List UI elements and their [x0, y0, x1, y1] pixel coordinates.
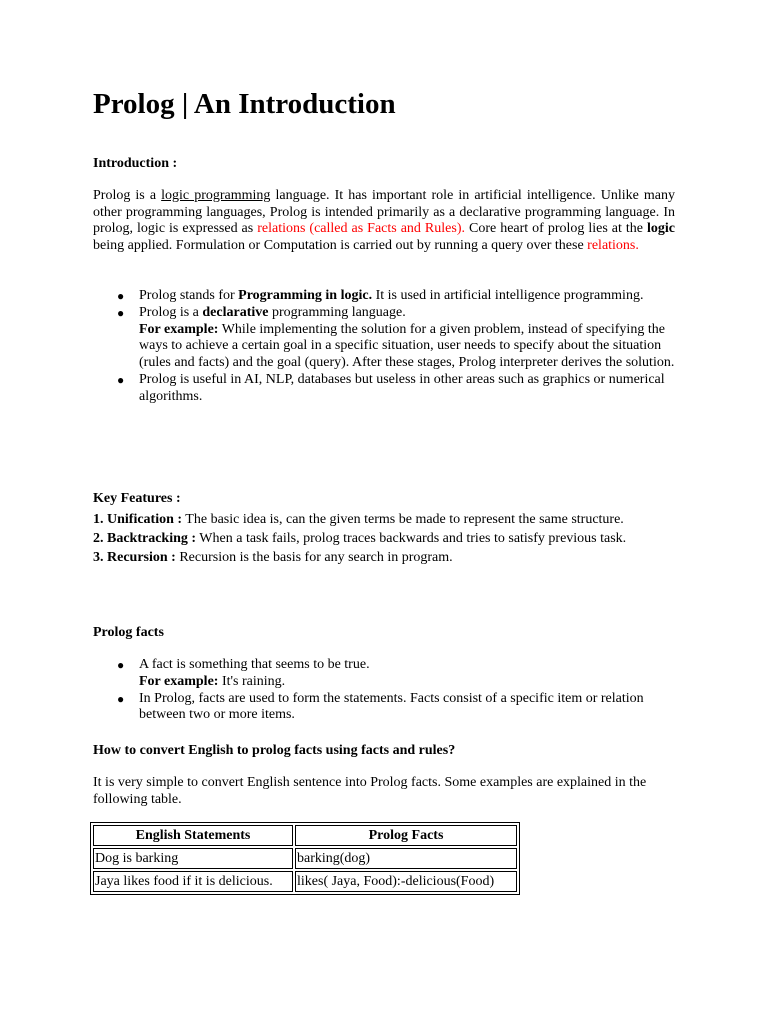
bullet-icon: ●	[117, 289, 125, 303]
relations-highlight-2: relations.	[587, 237, 639, 253]
column-header-english: English Statements	[93, 825, 293, 846]
list-item: ● Prolog is a declarative programming language. For example: While implementing the solution for a given problem, instead of specifying the ways to achieve a certain goal in a specific situation, user needs to specify about the situation (rules and facts) and the goal (query). After these stages, Prolog interpreter derives the solution.	[117, 304, 675, 371]
logic-programming-link[interactable]: logic programming	[161, 188, 271, 203]
list-item: ● Prolog is useful in AI, NLP, databases but useless in other areas such as graphics or numerical algorithms.	[117, 371, 665, 404]
conversion-table	[90, 822, 520, 895]
list-item: ● Prolog stands for Programming in logic. It is used in artificial intelligence programming.	[117, 288, 644, 303]
bullet-icon: ●	[117, 691, 125, 706]
facts-bullet-list	[93, 657, 675, 724]
table-header-row	[93, 825, 517, 846]
feature-unification: 1. Unification : The basic idea is, can the given terms be made to represent the same structure.	[93, 512, 624, 527]
page-title: Prolog | An Introduction	[93, 88, 396, 120]
list-item: ● In Prolog, facts are used to form the statements. Facts consist of a specific item or relation between two or more items.	[117, 690, 644, 723]
convert-heading: How to convert English to prolog facts using facts and rules?	[93, 743, 456, 758]
column-header-prolog: Prolog Facts	[295, 825, 517, 846]
table-cell: barking(dog)	[295, 848, 517, 869]
relations-highlight: relations (called as Facts and Rules).	[257, 221, 465, 237]
table-cell: likes( Jaya, Food):-delicious(Food)	[295, 871, 517, 892]
logic-bold: logic	[647, 221, 675, 237]
bullet-icon: ●	[117, 658, 125, 672]
convert-paragraph: It is very simple to convert English sentence into Prolog facts. Some examples are explained in the following table.	[93, 775, 647, 807]
prolog-facts-heading: Prolog facts	[93, 625, 164, 640]
feature-backtracking: 2. Backtracking : When a task fails, prolog traces backwards and tries to satisfy previous task.	[93, 531, 627, 546]
intro-text-2: language. It has important role in artificial intelligence. Unlike many other programming languages, Prolog is intended primarily as a declarative programming language. In prolog, logic is expressed as	[93, 188, 676, 237]
list-item: ● A fact is something that seems to be true. For example: It's raining.	[117, 657, 370, 689]
table-cell: Dog is barking	[93, 848, 293, 869]
key-features-heading: Key Features :	[93, 491, 181, 506]
table-cell: Jaya likes food if it is delicious.	[93, 871, 293, 892]
bullet-icon: ●	[117, 305, 125, 320]
table-row	[93, 871, 517, 892]
table-row	[93, 848, 517, 869]
intro-heading: Introduction :	[93, 156, 178, 171]
feature-recursion: 3. Recursion : Recursion is the basis for any search in program.	[93, 550, 453, 565]
intro-text-4: being applied. Formulation or Computation is carried out by running a query over these	[93, 237, 588, 253]
intro-paragraph	[93, 188, 675, 254]
intro-text-3: Core heart of prolog lies at the	[464, 221, 647, 237]
intro-bullet-list	[93, 288, 675, 406]
intro-text-1: Prolog is a	[93, 188, 162, 203]
bullet-icon: ●	[117, 372, 125, 387]
features-list	[93, 510, 675, 567]
